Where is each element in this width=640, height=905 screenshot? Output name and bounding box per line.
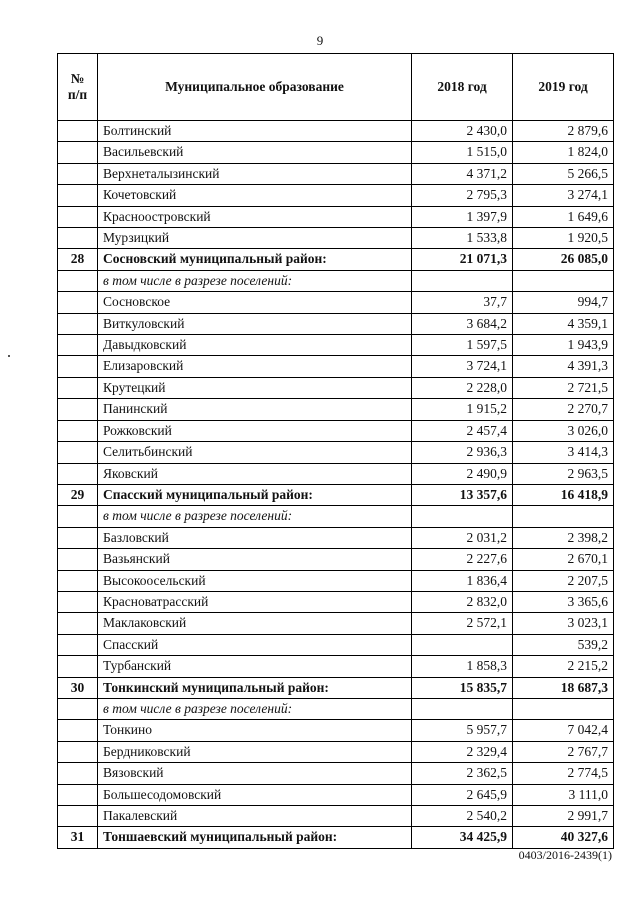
value-2019: 2 774,5 <box>513 763 614 784</box>
value-2018: 2 795,3 <box>412 185 513 206</box>
value-2019: 16 418,9 <box>513 484 614 505</box>
row-number <box>58 591 98 612</box>
row-number <box>58 442 98 463</box>
table-row <box>58 142 614 163</box>
row-number: 31 <box>58 827 98 848</box>
value-2019: 2 721,5 <box>513 377 614 398</box>
municipality-name: Бердниковский <box>98 741 412 762</box>
subheading-row <box>58 270 614 291</box>
row-number <box>58 292 98 313</box>
value-2018: 2 832,0 <box>412 591 513 612</box>
municipality-name: Виткуловский <box>98 313 412 334</box>
value-2019: 1 920,5 <box>513 228 614 249</box>
municipality-name: Кочетовский <box>98 185 412 206</box>
value-2018: 21 071,3 <box>412 249 513 270</box>
value-2018: 2 457,4 <box>412 420 513 441</box>
value-2019: 7 042,4 <box>513 720 614 741</box>
table-row <box>58 335 614 356</box>
row-number <box>58 335 98 356</box>
value-2019: 2 398,2 <box>513 527 614 548</box>
table-row <box>58 442 614 463</box>
row-number <box>58 613 98 634</box>
row-number <box>58 313 98 334</box>
municipality-name: Давыдковский <box>98 335 412 356</box>
scan-dot <box>8 355 10 357</box>
municipality-name: Крутецкий <box>98 377 412 398</box>
table-row <box>58 313 614 334</box>
table-row <box>58 527 614 548</box>
value-2018: 1 836,4 <box>412 570 513 591</box>
municipality-name: Спасский <box>98 634 412 655</box>
budget-table <box>57 53 614 849</box>
value-2019: 3 365,6 <box>513 591 614 612</box>
municipality-name: Тоншаевский муниципальный район: <box>98 827 412 848</box>
value-2019: 994,7 <box>513 292 614 313</box>
value-2019: 4 391,3 <box>513 356 614 377</box>
table-row <box>58 292 614 313</box>
row-number: 28 <box>58 249 98 270</box>
row-number <box>58 399 98 420</box>
row-number <box>58 806 98 827</box>
municipality-name: Сосновское <box>98 292 412 313</box>
value-2019: 539,2 <box>513 634 614 655</box>
value-2018: 2 329,4 <box>412 741 513 762</box>
municipality-name: в том числе в разрезе поселений: <box>98 270 412 291</box>
table-row <box>58 763 614 784</box>
value-2019: 2 991,7 <box>513 806 614 827</box>
value-2019 <box>513 698 614 719</box>
value-2019: 2 879,6 <box>513 121 614 142</box>
row-number <box>58 463 98 484</box>
row-number <box>58 420 98 441</box>
header-year-2019: 2019 год <box>513 54 614 121</box>
row-number <box>58 527 98 548</box>
row-number <box>58 377 98 398</box>
header-number <box>58 54 98 121</box>
municipality-name: Высокоосельский <box>98 570 412 591</box>
row-number <box>58 163 98 184</box>
table-row <box>58 228 614 249</box>
value-2018 <box>412 698 513 719</box>
row-number <box>58 656 98 677</box>
value-2018: 2 490,9 <box>412 463 513 484</box>
district-row <box>58 249 614 270</box>
subheading-row <box>58 506 614 527</box>
row-number <box>58 356 98 377</box>
value-2018: 34 425,9 <box>412 827 513 848</box>
value-2018: 37,7 <box>412 292 513 313</box>
value-2018: 2 540,2 <box>412 806 513 827</box>
district-row <box>58 484 614 505</box>
value-2019: 5 266,5 <box>513 163 614 184</box>
value-2019: 1 824,0 <box>513 142 614 163</box>
municipality-name: Краснoостровский <box>98 206 412 227</box>
table-row <box>58 720 614 741</box>
value-2019: 2 963,5 <box>513 463 614 484</box>
table-row <box>58 784 614 805</box>
table-row <box>58 420 614 441</box>
value-2019: 2 670,1 <box>513 549 614 570</box>
value-2018: 1 515,0 <box>412 142 513 163</box>
value-2019: 3 414,3 <box>513 442 614 463</box>
value-2018: 4 371,2 <box>412 163 513 184</box>
table-row <box>58 463 614 484</box>
value-2018 <box>412 634 513 655</box>
value-2018: 2 362,5 <box>412 763 513 784</box>
municipality-name: Тонкино <box>98 720 412 741</box>
table-row <box>58 656 614 677</box>
document-code: 0403/2016-2439(1) <box>518 848 612 862</box>
row-number <box>58 570 98 591</box>
value-2018: 2 031,2 <box>412 527 513 548</box>
row-number: 29 <box>58 484 98 505</box>
row-number <box>58 506 98 527</box>
table-row <box>58 399 614 420</box>
municipality-name: Яковский <box>98 463 412 484</box>
value-2019: 40 327,6 <box>513 827 614 848</box>
value-2019: 4 359,1 <box>513 313 614 334</box>
district-row <box>58 827 614 848</box>
value-2018 <box>412 270 513 291</box>
row-number <box>58 270 98 291</box>
municipality-name: Тонкинский муниципальный район: <box>98 677 412 698</box>
municipality-name: Верхнеталызинский <box>98 163 412 184</box>
value-2019: 2 767,7 <box>513 741 614 762</box>
value-2018: 3 684,2 <box>412 313 513 334</box>
row-number <box>58 121 98 142</box>
header-number-text: № п/п <box>67 71 88 102</box>
table-header-row <box>58 54 614 121</box>
municipality-name: Турбанский <box>98 656 412 677</box>
municipality-name: в том числе в разрезе поселений: <box>98 506 412 527</box>
row-number <box>58 698 98 719</box>
row-number <box>58 185 98 206</box>
value-2019: 1 943,9 <box>513 335 614 356</box>
value-2018: 1 397,9 <box>412 206 513 227</box>
value-2018: 1 597,5 <box>412 335 513 356</box>
municipality-name: в том числе в разрезе поселений: <box>98 698 412 719</box>
municipality-name: Пакалевский <box>98 806 412 827</box>
value-2018: 1 915,2 <box>412 399 513 420</box>
value-2019: 26 085,0 <box>513 249 614 270</box>
value-2018: 2 936,3 <box>412 442 513 463</box>
municipality-name: Красноватрасский <box>98 591 412 612</box>
value-2018: 2 227,6 <box>412 549 513 570</box>
table-row <box>58 163 614 184</box>
table-row <box>58 806 614 827</box>
municipality-name: Мурзицкий <box>98 228 412 249</box>
municipality-name: Маклаковский <box>98 613 412 634</box>
value-2018: 1 858,3 <box>412 656 513 677</box>
page-number: 9 <box>316 33 324 48</box>
value-2018: 13 357,6 <box>412 484 513 505</box>
row-number <box>58 206 98 227</box>
value-2019: 3 023,1 <box>513 613 614 634</box>
row-number <box>58 142 98 163</box>
row-number: 30 <box>58 677 98 698</box>
municipality-name: Базловский <box>98 527 412 548</box>
row-number <box>58 634 98 655</box>
value-2018: 2 572,1 <box>412 613 513 634</box>
table-row <box>58 613 614 634</box>
table-row <box>58 356 614 377</box>
table-row <box>58 185 614 206</box>
row-number <box>58 549 98 570</box>
value-2018 <box>412 506 513 527</box>
municipality-name: Елизаровский <box>98 356 412 377</box>
value-2019: 2 215,2 <box>513 656 614 677</box>
row-number <box>58 784 98 805</box>
value-2019: 3 111,0 <box>513 784 614 805</box>
municipality-name: Большесодомовский <box>98 784 412 805</box>
table-row <box>58 741 614 762</box>
value-2018: 2 645,9 <box>412 784 513 805</box>
value-2018: 2 430,0 <box>412 121 513 142</box>
value-2019 <box>513 270 614 291</box>
value-2018: 2 228,0 <box>412 377 513 398</box>
table-row <box>58 206 614 227</box>
value-2019: 1 649,6 <box>513 206 614 227</box>
table-row <box>58 377 614 398</box>
municipality-name: Сосновский муниципальный район: <box>98 249 412 270</box>
municipality-name: Спасский муниципальный район: <box>98 484 412 505</box>
value-2019: 2 207,5 <box>513 570 614 591</box>
table-row <box>58 549 614 570</box>
header-municipality: Муниципальное образование <box>98 54 412 121</box>
table-row <box>58 591 614 612</box>
district-row <box>58 677 614 698</box>
row-number <box>58 741 98 762</box>
subheading-row <box>58 698 614 719</box>
municipality-name: Вязовский <box>98 763 412 784</box>
municipality-name: Болтинский <box>98 121 412 142</box>
row-number <box>58 763 98 784</box>
header-year-2018: 2018 год <box>412 54 513 121</box>
municipality-name: Селитьбинский <box>98 442 412 463</box>
table-row <box>58 634 614 655</box>
value-2019: 3 026,0 <box>513 420 614 441</box>
value-2019: 3 274,1 <box>513 185 614 206</box>
municipality-name: Рожковский <box>98 420 412 441</box>
value-2018: 5 957,7 <box>412 720 513 741</box>
value-2019: 2 270,7 <box>513 399 614 420</box>
row-number <box>58 228 98 249</box>
row-number <box>58 720 98 741</box>
municipality-name: Вазьянский <box>98 549 412 570</box>
municipality-name: Васильевский <box>98 142 412 163</box>
table-row <box>58 121 614 142</box>
value-2018: 1 533,8 <box>412 228 513 249</box>
value-2018: 15 835,7 <box>412 677 513 698</box>
value-2018: 3 724,1 <box>412 356 513 377</box>
table-row <box>58 570 614 591</box>
municipality-name: Панинский <box>98 399 412 420</box>
value-2019 <box>513 506 614 527</box>
value-2019: 18 687,3 <box>513 677 614 698</box>
